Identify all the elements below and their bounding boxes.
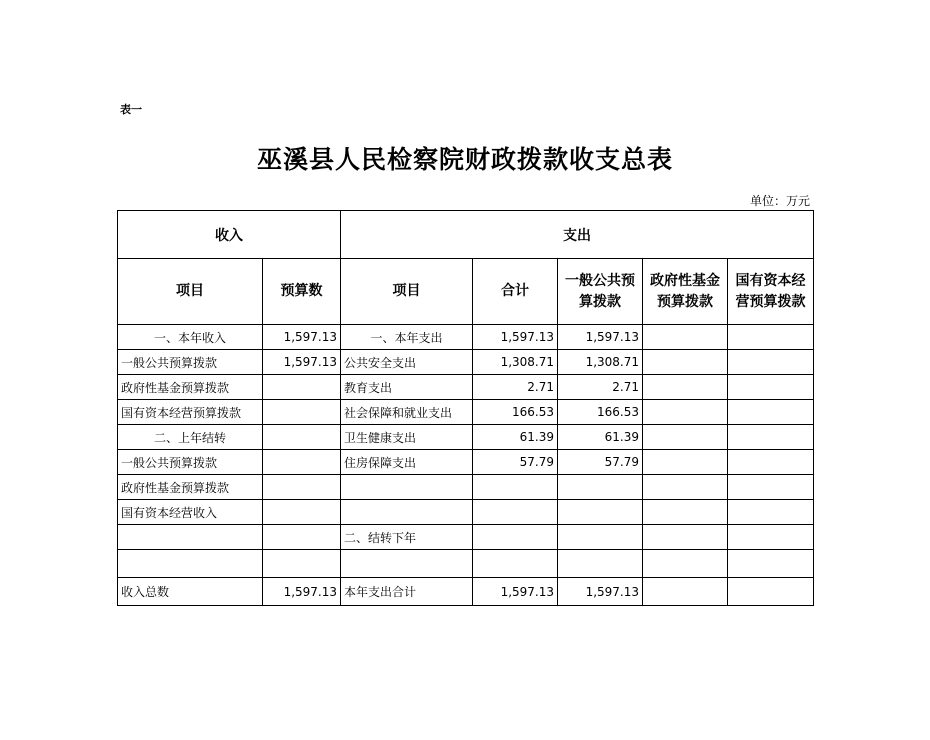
income-header: 收入 [118, 211, 341, 259]
table-cell [728, 325, 814, 350]
table-cell [728, 525, 814, 550]
budget-table [117, 210, 814, 606]
table-row [118, 525, 814, 550]
table-cell: 教育支出 [341, 375, 473, 400]
table-cell [728, 375, 814, 400]
table-cell: 社会保障和就业支出 [341, 400, 473, 425]
table-row [118, 450, 814, 475]
table-cell: 一、本年支出 [341, 325, 473, 350]
table-cell: 1,308.71 [473, 350, 558, 375]
table-cell: 166.53 [558, 400, 643, 425]
table-row [118, 350, 814, 375]
table-cell [473, 550, 558, 578]
table-cell: 一般公共预算拨款 [118, 450, 263, 475]
table-cell [473, 500, 558, 525]
table-cell: 1,597.13 [263, 325, 341, 350]
table-cell [728, 350, 814, 375]
table-cell: 1,597.13 [473, 578, 558, 606]
table-row [118, 325, 814, 350]
table-row [118, 500, 814, 525]
table-cell: 卫生健康支出 [341, 425, 473, 450]
table-cell [558, 500, 643, 525]
table-cell: 一、本年收入 [118, 325, 263, 350]
table-cell [728, 500, 814, 525]
table-cell [643, 350, 728, 375]
table-cell: 国有资本经营收入 [118, 500, 263, 525]
table-cell [728, 450, 814, 475]
table-cell: 政府性基金预算拨款 [118, 375, 263, 400]
table-row [118, 375, 814, 400]
table-cell [263, 425, 341, 450]
table-cell [643, 450, 728, 475]
table-cell: 二、上年结转 [118, 425, 263, 450]
table-cell [728, 400, 814, 425]
expense-header: 支出 [341, 211, 814, 259]
col-header-fund-budget: 政府性基金预算拨款 [643, 259, 728, 325]
table-cell [728, 425, 814, 450]
table-cell [643, 500, 728, 525]
table-cell [643, 475, 728, 500]
table-cell [643, 400, 728, 425]
table-cell [341, 550, 473, 578]
table-cell [728, 550, 814, 578]
table-cell: 1,597.13 [558, 325, 643, 350]
table-cell [263, 450, 341, 475]
table-cell [643, 525, 728, 550]
table-cell: 1,308.71 [558, 350, 643, 375]
table-cell [558, 550, 643, 578]
table-cell: 本年支出合计 [341, 578, 473, 606]
table-cell [341, 475, 473, 500]
table-cell [643, 375, 728, 400]
header-row-groups [118, 211, 814, 259]
table-cell [728, 475, 814, 500]
table-cell [643, 578, 728, 606]
table-cell: 一般公共预算拨款 [118, 350, 263, 375]
table-row [118, 400, 814, 425]
table-cell: 2.71 [558, 375, 643, 400]
table-cell [263, 500, 341, 525]
table-row [118, 550, 814, 578]
table-cell: 二、结转下年 [341, 525, 473, 550]
table-cell: 住房保障支出 [341, 450, 473, 475]
table-cell [263, 525, 341, 550]
table-cell: 57.79 [558, 450, 643, 475]
table-cell [341, 500, 473, 525]
table-row [118, 475, 814, 500]
table-cell [643, 550, 728, 578]
table-cell: 公共安全支出 [341, 350, 473, 375]
table-cell [643, 325, 728, 350]
table-cell: 1,597.13 [473, 325, 558, 350]
unit-label: 单位：万元 [749, 194, 810, 208]
table-row [118, 578, 814, 606]
table-cell: 57.79 [473, 450, 558, 475]
table-cell: 166.53 [473, 400, 558, 425]
table-cell: 61.39 [558, 425, 643, 450]
col-header-state-capital-budget: 国有资本经营预算拨款 [728, 259, 814, 325]
table-cell [118, 550, 263, 578]
table-cell [263, 375, 341, 400]
page-title: 巫溪县人民检察院财政拨款收支总表 [256, 145, 673, 174]
table-cell [558, 475, 643, 500]
table-cell: 61.39 [473, 425, 558, 450]
table-number-label: 表一 [120, 103, 142, 116]
col-header-income-item: 项目 [118, 259, 263, 325]
table-cell: 政府性基金预算拨款 [118, 475, 263, 500]
col-header-expense-item: 项目 [341, 259, 473, 325]
col-header-total: 合计 [473, 259, 558, 325]
table-cell [473, 475, 558, 500]
table-cell [263, 400, 341, 425]
table-cell: 国有资本经营预算拨款 [118, 400, 263, 425]
table-cell [473, 525, 558, 550]
table-cell [118, 525, 263, 550]
table-cell: 1,597.13 [263, 578, 341, 606]
header-row-columns [118, 259, 814, 325]
table-cell [643, 425, 728, 450]
table-cell [263, 475, 341, 500]
col-header-general-budget: 一般公共预算拨款 [558, 259, 643, 325]
table-cell [263, 550, 341, 578]
table-cell [558, 525, 643, 550]
table-cell: 1,597.13 [263, 350, 341, 375]
table-cell: 2.71 [473, 375, 558, 400]
table-cell: 收入总数 [118, 578, 263, 606]
table-cell [728, 578, 814, 606]
col-header-budget: 预算数 [263, 259, 341, 325]
table-cell: 1,597.13 [558, 578, 643, 606]
table-row [118, 425, 814, 450]
